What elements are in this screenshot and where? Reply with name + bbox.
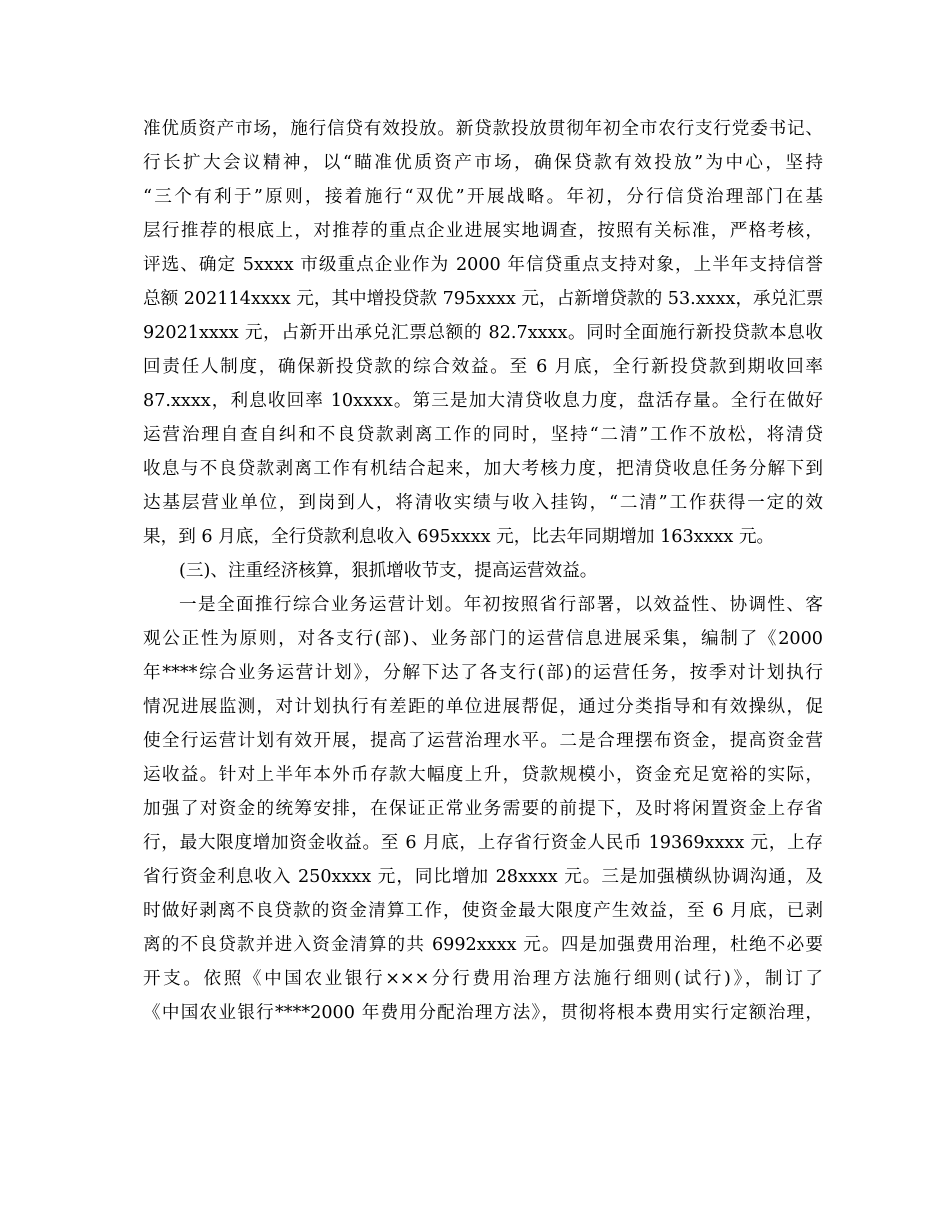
text-line: 总额 202114xxxx 元，其中增投贷款 795xxxx 元，占新增贷款的 53.xxxx，承兑汇票 bbox=[143, 289, 824, 309]
text-line: 加强了对资金的统筹安排，在保证正常业务需要的前提下，及时将闲置资金上存省 bbox=[143, 799, 823, 819]
text-line: 92021xxxx 元，占新开出承兑汇票总额的 82.7xxxx。同时全面施行新投贷款本息收 bbox=[143, 323, 823, 343]
text-line: 观公正性为原则，对各支行(部)、业务部门的运营信息进展采集，编制了《2000 bbox=[143, 629, 823, 649]
text-line: 一是全面推行综合业务运营计划。年初按照省行部署，以效益性、协调性、客 bbox=[179, 595, 823, 615]
text-line: 运收益。针对上半年本外币存款大幅度上升，贷款规模小，资金充足宽裕的实际， bbox=[143, 765, 823, 785]
text-line: 87.xxxx，利息收回率 10xxxx。第三是加大清贷收息力度，盘活存量。全行在做好 bbox=[143, 391, 823, 411]
text-line: 回责任人制度，确保新投贷款的综合效益。至 6 月底，全行新投贷款到期收回率 bbox=[143, 357, 823, 377]
text-line: 省行资金利息收入 250xxxx 元，同比增加 28xxxx 元。三是加强横纵协调沟通，及 bbox=[143, 867, 823, 887]
text-line: 收息与不良贷款剥离工作有机结合起来，加大考核力度，把清贷收息任务分解下到 bbox=[143, 459, 823, 479]
text-line: 《中国农业银行****2000 年费用分配治理方法》，贯彻将根本费用实行定额治理， bbox=[143, 1003, 823, 1023]
body-text bbox=[143, 112, 823, 1030]
text-line: 运营治理自查自纠和不良贷款剥离工作的同时，坚持“二清”工作不放松，将清贷 bbox=[143, 425, 823, 445]
text-line: 离的不良贷款并进入资金清算的共 6992xxxx 元。四是加强费用治理，杜绝不必要 bbox=[143, 935, 823, 955]
text-line: 情况进展监测，对计划执行有差距的单位进展帮促，通过分类指导和有效操纵，促 bbox=[143, 697, 823, 717]
text-line: 达基层营业单位，到岗到人，将清收实绩与收入挂钩，“二清”工作获得一定的效 bbox=[143, 493, 823, 513]
text-line: 使全行运营计划有效开展，提高了运营治理水平。二是合理摆布资金，提高资金营 bbox=[143, 731, 823, 751]
text-line: “三个有利于”原则，接着施行“双优”开展战略。年初，分行信贷治理部门在基 bbox=[143, 187, 823, 207]
text-line: 时做好剥离不良贷款的资金清算工作，使资金最大限度产生效益，至 6 月底，已剥 bbox=[143, 901, 823, 921]
text-line: 准优质资产市场，施行信贷有效投放。新贷款投放贯彻年初全市农行支行党委书记、 bbox=[143, 119, 823, 139]
text-line: 果，到 6 月底，全行贷款利息收入 695xxxx 元，比去年同期增加 163xxxx 元。 bbox=[143, 527, 775, 547]
text-line: 行，最大限度增加资金收益。至 6 月底，上存省行资金人民币 19369xxxx 元，上存 bbox=[143, 833, 823, 853]
text-line: 年****综合业务运营计划》，分解下达了各支行(部)的运营任务，按季对计划执行 bbox=[143, 663, 823, 683]
text-line: 开支。依照《中国农业银行×××分行费用治理方法施行细则(试行)》，制订了 bbox=[143, 969, 823, 989]
text-line: 评选、确定 5xxxx 市级重点企业作为 2000 年信贷重点支持对象，上半年支持信誉 bbox=[143, 255, 823, 275]
text-line: 行长扩大会议精神，以“瞄准优质资产市场，确保贷款有效投放”为中心，坚持 bbox=[143, 153, 823, 173]
text-line: (三)、注重经济核算，狠抓增收节支，提高运营效益。 bbox=[179, 561, 598, 581]
text-line: 层行推荐的根底上，对推荐的重点企业进展实地调查，按照有关标准，严格考核， bbox=[143, 221, 823, 241]
